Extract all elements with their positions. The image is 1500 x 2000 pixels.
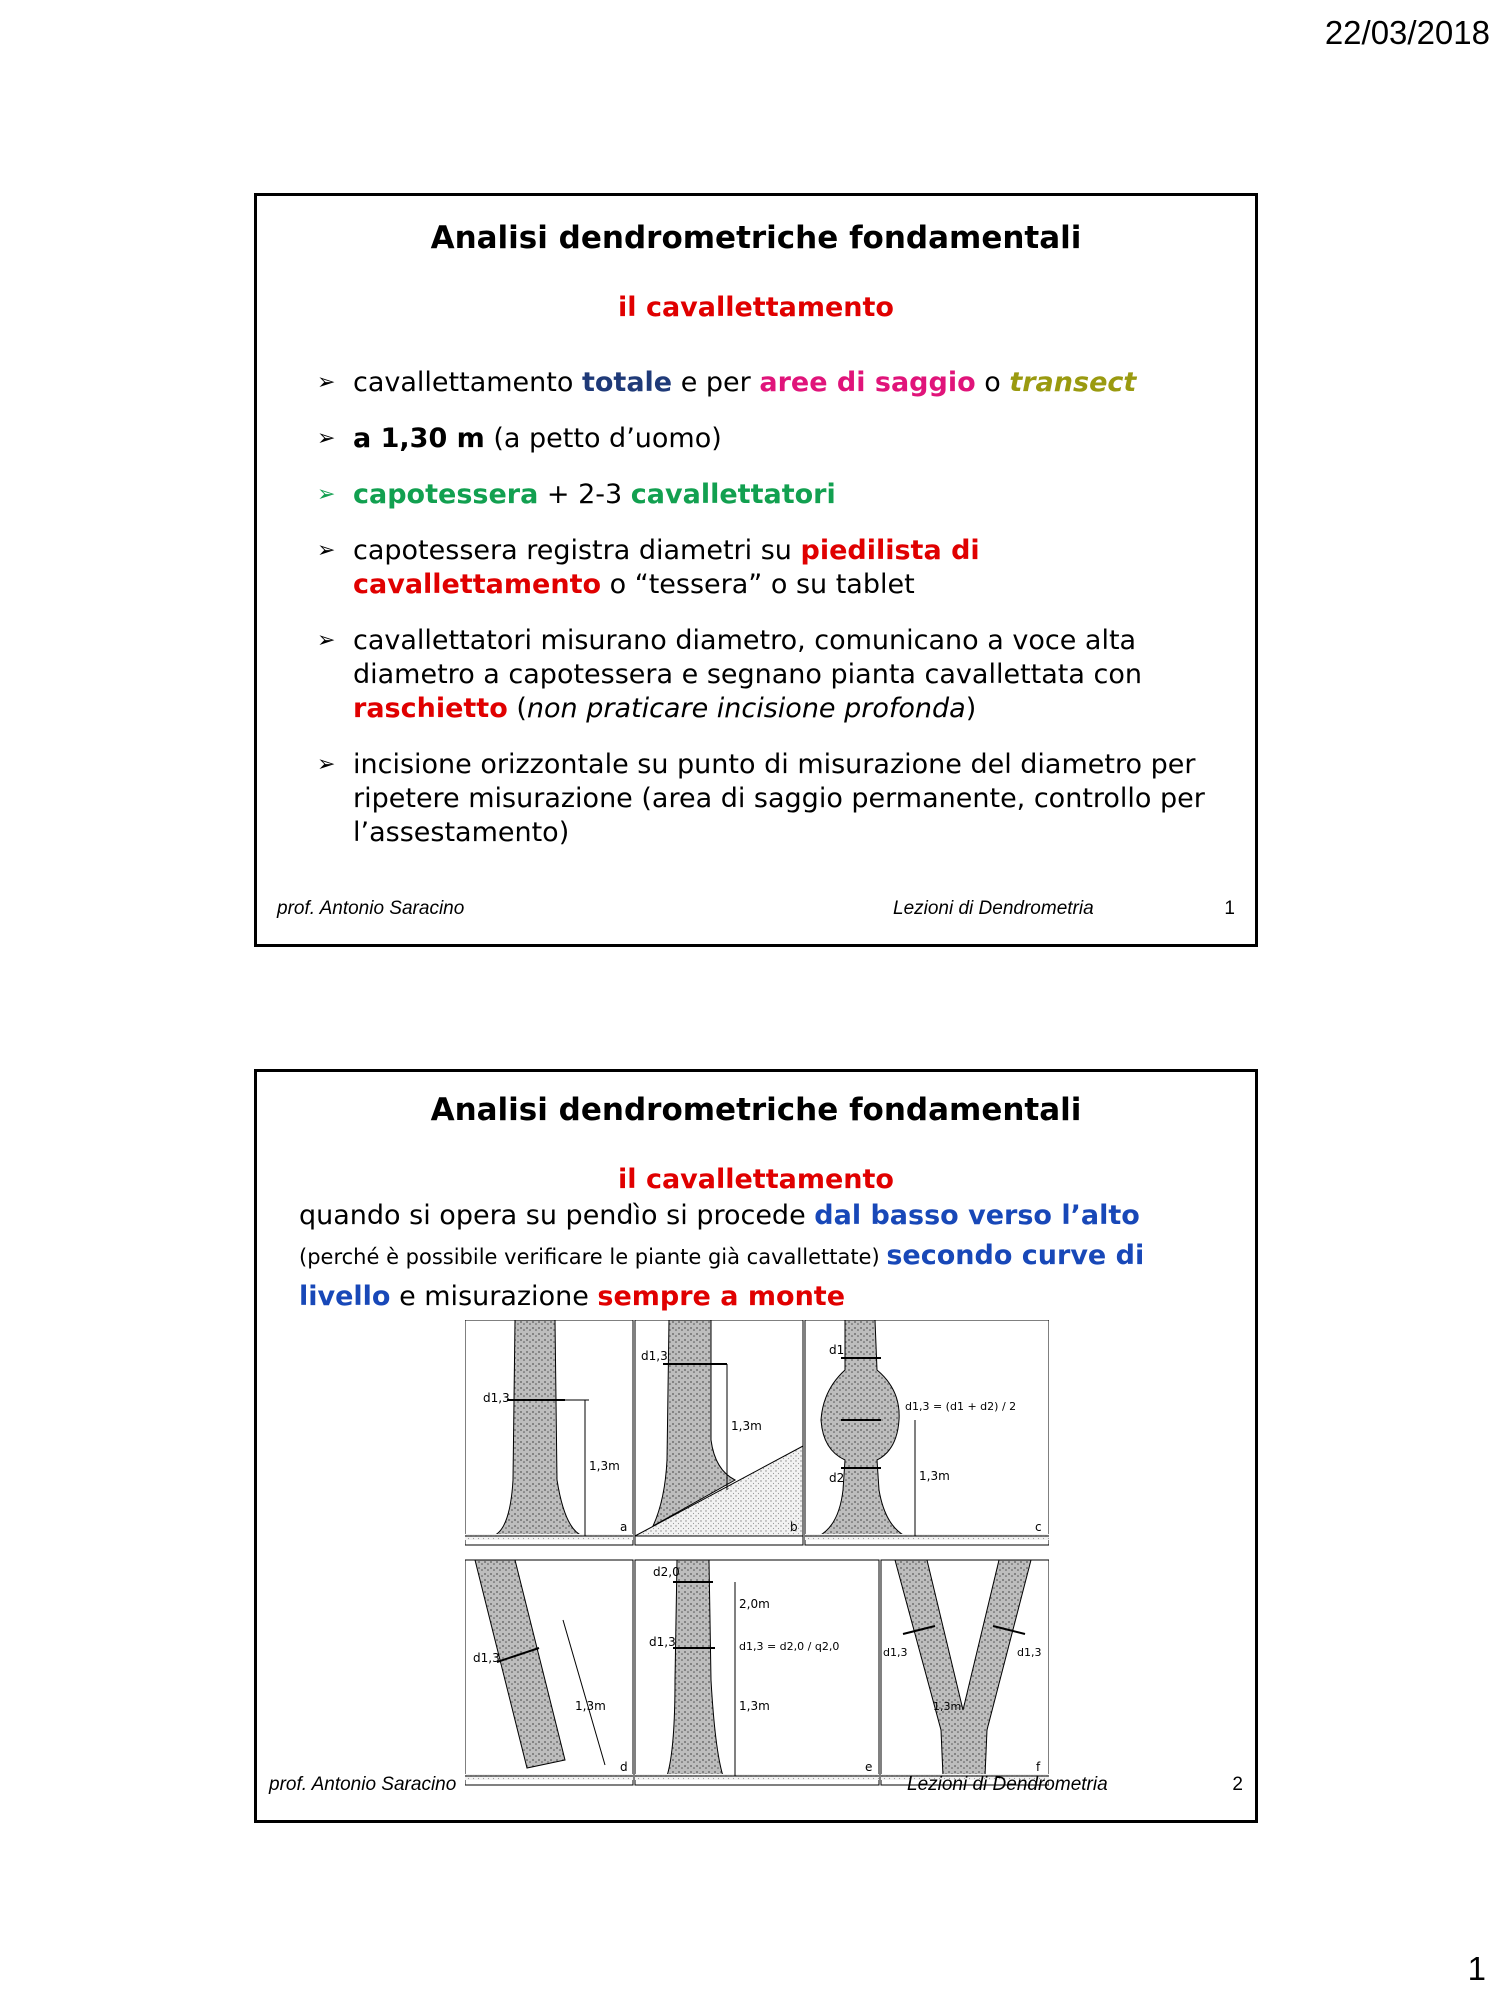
arrow-bullet-icon: ➢ [317, 426, 336, 451]
tree-measurement-figure [465, 1320, 1049, 1790]
slide-title: Analisi dendrometriche fondamentali [430, 220, 1082, 256]
figure-panel-d [465, 1560, 633, 1785]
label-d13: d1,3 [649, 1635, 676, 1649]
panel-letter: f [1036, 1760, 1041, 1774]
label-d2: d2 [829, 1471, 845, 1485]
label-d13: d1,3 [473, 1651, 500, 1665]
label-height-13: 1,3m [933, 1700, 962, 1713]
label-d20: d2,0 [653, 1565, 680, 1579]
slide-paragraph: quando si opera su pendìo si procede dal basso verso l’alto (perché è possibile verificare le piante già cavallettate) secondo curve di livello e misurazione sempre a monte [299, 1200, 1145, 1312]
arrow-bullet-icon: ➢ [317, 752, 336, 777]
figure-panel-c [805, 1320, 1049, 1545]
figure-panel-e [635, 1560, 879, 1785]
slide-2 [254, 1069, 1258, 1823]
bullet-item: ➢ a 1,30 m (a petto d’uomo) [317, 423, 722, 454]
label-height-13: 1,3m [589, 1459, 620, 1473]
panel-letter: c [1035, 1520, 1042, 1534]
label-d13: d1,3 [883, 1646, 908, 1659]
label-d13: d1,3 [641, 1349, 668, 1363]
arrow-bullet-icon: ➢ [317, 628, 336, 653]
footer-course: Lezioni di Dendrometria [893, 898, 1094, 919]
slide-title: Analisi dendrometriche fondamentali [430, 1092, 1082, 1128]
arrow-bullet-icon: ➢ [317, 482, 336, 507]
panel-letter: b [790, 1520, 798, 1534]
page-date: 22/03/2018 [1324, 14, 1490, 51]
figure-panel-f [881, 1560, 1049, 1785]
formula-form-quotient: d1,3 = d2,0 / q2,0 [739, 1640, 840, 1653]
label-height-13: 1,3m [575, 1699, 606, 1713]
bullet-item: ➢ capotessera + 2-3 cavallettatori [317, 479, 836, 510]
label-height-13: 1,3m [731, 1419, 762, 1433]
slide-subtitle: il cavallettamento [618, 1164, 894, 1195]
bullet-item: ➢ capotessera registra diametri su piedilista di cavallettamento o “tessera” o su tablet [317, 535, 980, 600]
panel-letter: a [620, 1520, 628, 1534]
label-height-20: 2,0m [739, 1597, 770, 1611]
label-d1: d1 [829, 1343, 845, 1357]
slide-1 [254, 193, 1258, 947]
label-d13: d1,3 [483, 1391, 510, 1405]
footer-page-number: 2 [1232, 1774, 1243, 1795]
label-height-13: 1,3m [739, 1699, 770, 1713]
label-d13: d1,3 [1017, 1646, 1042, 1659]
formula-mean-diameter: d1,3 = (d1 + d2) / 2 [905, 1400, 1017, 1413]
arrow-bullet-icon: ➢ [317, 538, 336, 563]
slide-subtitle: il cavallettamento [618, 292, 894, 323]
figure-panel-a [465, 1320, 633, 1545]
bullet-item: ➢ incisione orizzontale su punto di misurazione del diametro per ripetere misurazione (area di saggio permanente, controllo per l’assestamento) [317, 749, 1205, 848]
figure-panel-b [635, 1320, 803, 1545]
bullet-item: ➢ cavallettatori misurano diametro, comunicano a voce alta diametro a capotessera e segnano pianta cavallettata con raschietto (non praticare incisione profonda) [317, 625, 1142, 724]
panel-letter: e [865, 1760, 873, 1774]
footer-author: prof. Antonio Saracino [277, 898, 465, 919]
footer-author: prof. Antonio Saracino [269, 1774, 457, 1795]
label-height-13: 1,3m [919, 1469, 950, 1483]
bullet-item: ➢ cavallettamento totale e per aree di saggio o transect [317, 367, 1137, 398]
bullet-list [317, 366, 1215, 872]
arrow-bullet-icon: ➢ [317, 370, 336, 395]
footer-page-number: 1 [1224, 898, 1235, 919]
page-number: 1 [1467, 1950, 1486, 1987]
footer-course: Lezioni di Dendrometria [907, 1774, 1108, 1795]
panel-letter: d [620, 1760, 628, 1774]
